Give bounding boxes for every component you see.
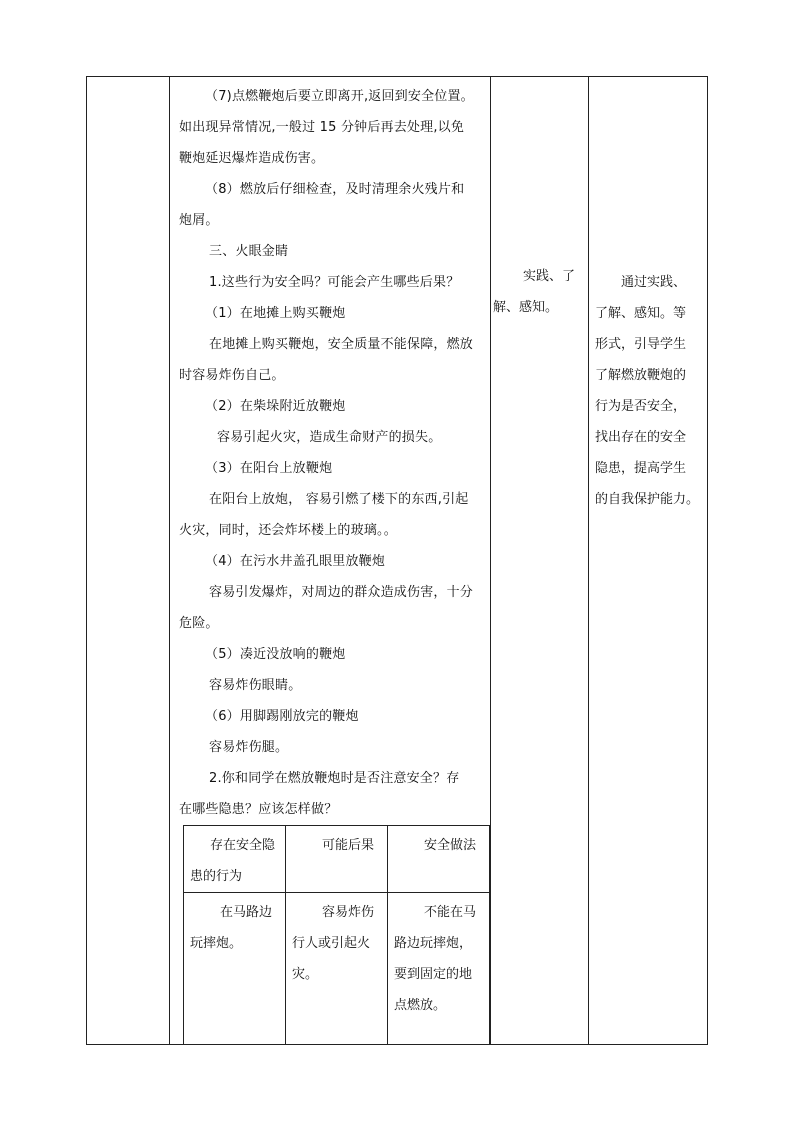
activity-line: 解、感知。	[493, 300, 559, 315]
table-row	[184, 893, 490, 1045]
table-cell: 不能在马路边玩摔炮，要到固定的地点燃放。	[388, 893, 490, 1045]
intent-line: 形式，引导学生	[595, 337, 687, 352]
paragraph: （8）燃放后仔细检查，及时清理余火残片和	[205, 182, 465, 197]
paragraph: 容易炸伤腿。	[209, 740, 289, 755]
list-item: （2）在柴垛附近放鞭炮	[205, 399, 346, 414]
paragraph: 容易炸伤眼睛。	[209, 678, 302, 693]
paragraph: 容易引起火灾，造成生命财产的损失。	[217, 430, 442, 445]
student-activity	[493, 261, 585, 323]
table-cell: 在马路边玩摔炮。	[184, 893, 286, 1045]
table-header-cell: 存在安全隐患的行为	[184, 826, 286, 893]
column-divider	[490, 77, 491, 1044]
intent-line: 隐患，提高学生	[595, 461, 687, 476]
table-header-cell: 可能后果	[286, 826, 388, 893]
question: 2.你和同学在燃放鞭炮时是否注意安全？存	[209, 771, 460, 786]
column-divider	[169, 77, 170, 1044]
table-header-cell: 安全做法	[388, 826, 490, 893]
intent-line: 的自我保护能力。	[595, 492, 700, 507]
paragraph: 火灾，同时，还会炸坏楼上的玻璃。。	[179, 523, 397, 538]
paragraph: 炮屑。	[179, 213, 219, 228]
teaching-content	[179, 81, 482, 825]
intent-line: 了解燃放鞭炮的	[595, 368, 687, 383]
paragraph: 鞭炮延迟爆炸造成伤害。	[179, 151, 325, 166]
hazard-table	[183, 825, 490, 1045]
paragraph: 在哪些隐患？应该怎样做？	[179, 802, 338, 817]
paragraph: 如出现异常情况,一般过 15 分钟后再去处理,以免	[179, 120, 465, 135]
paragraph: （7)点燃鞭炮后要立即离开,返回到安全位置。	[205, 89, 474, 104]
list-item: （5）凑近没放响的鞭炮	[205, 647, 346, 662]
intent-line: 找出存在的安全	[595, 430, 687, 445]
intent-line: 了解、感知。等	[595, 306, 687, 321]
list-item: （6）用脚踢刚放完的鞭炮	[205, 709, 359, 724]
list-item: （1）在地摊上购买鞭炮	[205, 306, 346, 321]
list-item: （3）在阳台上放鞭炮	[205, 461, 333, 476]
activity-line: 实践、了	[523, 269, 576, 284]
intent-line: 通过实践、	[621, 275, 687, 290]
lesson-table	[86, 76, 708, 1045]
section-heading: 三、火眼金睛	[209, 244, 289, 259]
paragraph: 危险。	[179, 616, 219, 631]
column-divider	[588, 77, 589, 1044]
paragraph: 在地摊上购买鞭炮，安全质量不能保障，燃放	[209, 337, 474, 352]
design-intent	[595, 267, 707, 515]
table-cell: 容易炸伤行人或引起火灾。	[286, 893, 388, 1045]
paragraph: 在阳台上放炮， 容易引燃了楼下的东西,引起	[209, 492, 469, 507]
paragraph: 容易引发爆炸，对周边的群众造成伤害，十分	[209, 585, 474, 600]
table-header-row	[184, 826, 490, 893]
intent-line: 行为是否安全，	[595, 399, 687, 414]
list-item: （4）在污水井盖孔眼里放鞭炮	[205, 554, 386, 569]
question: 1.这些行为安全吗？可能会产生哪些后果？	[209, 275, 460, 290]
paragraph: 时容易炸伤自己。	[179, 368, 285, 383]
